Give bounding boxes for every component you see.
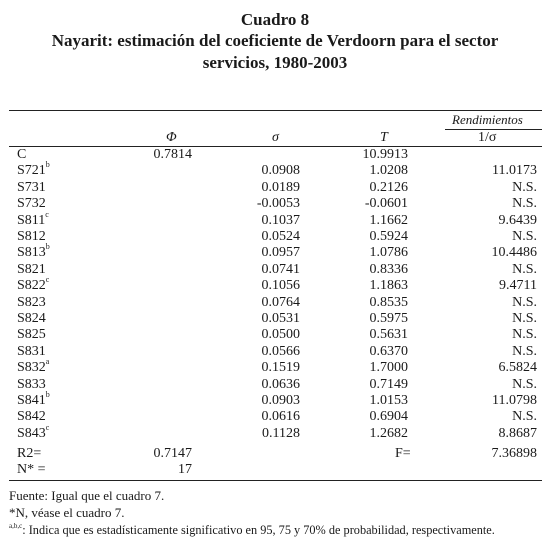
cell-sigma: 0.1128 [262, 426, 300, 441]
cell-sigma: 0.1519 [261, 360, 300, 375]
row-footnote-mark: c [45, 423, 50, 433]
cell-inv-sigma: 10.4486 [491, 245, 537, 260]
cell-t: 1.0208 [369, 163, 408, 178]
cell-inv-sigma: 8.8687 [498, 426, 537, 441]
cell-t: 0.5924 [369, 229, 408, 244]
row-label [17, 262, 46, 278]
cell-sigma: 0.0566 [261, 344, 300, 359]
cell-inv-sigma: N.S. [512, 295, 537, 310]
cell-inv-sigma: N.S. [512, 180, 537, 195]
cell-sigma: 0.0189 [261, 180, 300, 195]
row-footnote-mark: c [45, 275, 50, 285]
cell-t: 1.0153 [369, 393, 408, 408]
cell-sigma: 0.1037 [261, 213, 300, 228]
row-label-text: S732 [17, 196, 46, 211]
cell-t: 0.7149 [369, 377, 408, 392]
row-label-text: S812 [17, 229, 46, 244]
cell-t: 1.1863 [369, 278, 408, 293]
row-label-text: S832 [17, 360, 46, 375]
cell-t: 0.5975 [369, 311, 408, 326]
row-label-text: S833 [17, 377, 46, 392]
cell-t: 1.7000 [369, 360, 408, 375]
cell-t: 0.5631 [369, 327, 408, 342]
cell-sigma: 0.0764 [261, 295, 300, 310]
cell-t: 0.8336 [369, 262, 408, 277]
row-label [17, 180, 46, 196]
cell-inv-sigma: N.S. [512, 229, 537, 244]
row-label [17, 344, 46, 360]
row-label-text: S811 [17, 213, 46, 228]
cell-inv-sigma: 6.5824 [498, 360, 537, 375]
cell-sigma: 0.0957 [261, 245, 300, 260]
row-label-text: S813 [17, 245, 46, 260]
cell-sigma: 0.0636 [261, 377, 300, 392]
header-bottom-rule [9, 146, 542, 147]
cell-t: 1.2682 [369, 426, 408, 441]
f-value: 7.36898 [491, 446, 537, 461]
row-label-text: S823 [17, 295, 46, 310]
table-bottom-rule [9, 480, 542, 481]
cell-inv-sigma: N.S. [512, 409, 537, 424]
row-label [17, 390, 50, 409]
cell-t: -0.0601 [364, 196, 408, 211]
table-title-line-2: servicios, 1980-2003 [202, 53, 348, 72]
cell-inv-sigma: N.S. [512, 196, 537, 211]
row-label [17, 327, 46, 343]
n-label: N* = [17, 462, 46, 477]
header-t: T [380, 130, 388, 145]
cell-t: 0.6370 [369, 344, 408, 359]
row-label-text: S841 [17, 393, 46, 408]
header-rendimientos: Rendimientos [452, 112, 523, 127]
cell-inv-sigma: 9.6439 [498, 213, 537, 228]
header-phi: Φ [166, 130, 177, 145]
cell-sigma: 0.0616 [261, 409, 300, 424]
cell-inv-sigma: N.S. [512, 327, 537, 342]
row-footnote-mark: b [45, 390, 50, 400]
row-footnote-mark: a [45, 357, 50, 367]
table-top-rule [9, 110, 542, 111]
row-label-text: C [17, 147, 27, 162]
row-footnote-mark: c [45, 210, 49, 220]
footnote-significance [9, 522, 495, 538]
row-label [17, 160, 50, 179]
cell-inv-sigma: 11.0798 [492, 393, 537, 408]
row-label-text: S821 [17, 262, 46, 277]
row-label [17, 196, 46, 212]
r2-label: R2= [17, 446, 42, 461]
cell-inv-sigma: N.S. [512, 262, 537, 277]
row-label-text: S824 [17, 311, 46, 326]
row-label-text: S842 [17, 409, 46, 424]
cell-inv-sigma: N.S. [512, 311, 537, 326]
row-label [17, 423, 50, 442]
row-label [17, 210, 49, 229]
table-number: Cuadro 8 [240, 10, 310, 29]
row-label [17, 275, 50, 294]
footnote-marks: a,b,c [9, 521, 23, 530]
cell-sigma: 0.0903 [261, 393, 300, 408]
cell-t: 10.9913 [362, 147, 408, 162]
row-label [17, 295, 46, 311]
footnote-n: *N, véase el cuadro 7. [9, 505, 125, 520]
cell-inv-sigma: N.S. [512, 344, 537, 359]
row-label-text: S831 [17, 344, 46, 359]
cell-sigma: 0.0531 [261, 311, 300, 326]
row-label [17, 357, 50, 376]
cell-t: 0.8535 [369, 295, 408, 310]
cell-t: 0.2126 [369, 180, 408, 195]
footnote-significance-text: : Indica que es estadísticamente significativo en 95, 75 y 70% de probabilidad, respectivamente. [22, 523, 495, 537]
row-label [17, 311, 46, 327]
row-footnote-mark: b [45, 160, 50, 170]
r2-value: 0.7147 [153, 446, 192, 461]
row-label [17, 147, 26, 163]
cell-t: 0.6904 [369, 409, 408, 424]
table-title-line-1: Nayarit: estimación del coeficiente de Verdoorn para el sector [51, 31, 499, 50]
cell-sigma: 0.0500 [261, 327, 300, 342]
n-value: 17 [178, 462, 192, 477]
cell-sigma: 0.0908 [261, 163, 300, 178]
cell-sigma: 0.0741 [261, 262, 300, 277]
row-label-text: S731 [17, 180, 46, 195]
row-label [17, 242, 50, 261]
cell-inv-sigma: 9.4711 [499, 278, 537, 293]
cell-inv-sigma: N.S. [512, 377, 537, 392]
row-label-text: S825 [17, 327, 46, 342]
cell-sigma: 0.0524 [261, 229, 300, 244]
row-label-text: S721 [17, 163, 46, 178]
cell-t: 1.0786 [369, 245, 408, 260]
row-label [17, 409, 46, 425]
cell-sigma: 0.1056 [261, 278, 300, 293]
footnote-source: Fuente: Igual que el cuadro 7. [9, 488, 165, 503]
row-footnote-mark: b [45, 242, 50, 252]
f-label: F= [395, 446, 411, 461]
cell-sigma: -0.0053 [256, 196, 300, 211]
row-label-text: S822 [17, 278, 46, 293]
row-label-text: S843 [17, 426, 46, 441]
header-inv-sigma: 1/σ [478, 130, 497, 145]
cell-t: 1.1662 [369, 213, 408, 228]
row-label [17, 229, 46, 245]
header-sigma: σ [272, 130, 279, 145]
cell-inv-sigma: 11.0173 [492, 163, 537, 178]
row-label [17, 377, 46, 393]
cell-phi: 0.7814 [153, 147, 192, 162]
